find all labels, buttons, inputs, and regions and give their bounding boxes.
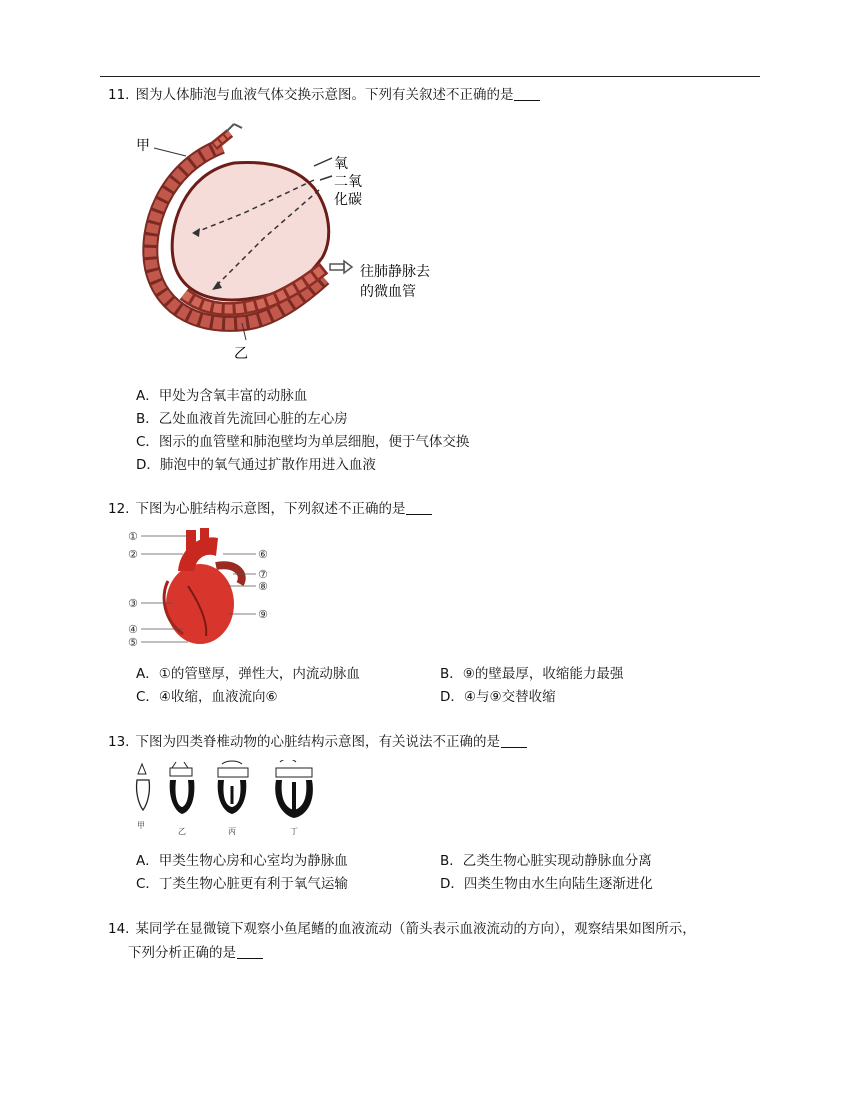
label-jia: 甲 — [137, 821, 145, 830]
label-co2-line1: 二氧 — [334, 174, 362, 190]
label-6: ⑥ — [258, 548, 268, 561]
label-5: ⑤ — [128, 636, 138, 649]
q12-option-b[interactable]: B．⑨的壁最厚，收缩能力最强 — [440, 666, 624, 682]
label-vein-line2: 的微血管 — [360, 284, 416, 300]
label-oxygen: 氧 — [334, 156, 348, 172]
label-yi: 乙 — [178, 827, 186, 836]
q12-option-d[interactable]: D．④与⑨交替收缩 — [440, 689, 556, 705]
label-co2-line2: 化碳 — [334, 192, 362, 208]
q11-option-b[interactable]: B．乙处血液首先流回心脏的左心房 — [136, 411, 348, 427]
label-3: ③ — [128, 597, 138, 610]
vertebrate-hearts-figure — [132, 760, 342, 840]
alveolus-gas-exchange-figure — [134, 118, 454, 368]
label-ding: 丁 — [290, 827, 298, 836]
label-1: ① — [128, 530, 138, 543]
label-yi: 乙 — [234, 346, 248, 362]
label-vein-line1: 往肺静脉去 — [360, 264, 430, 280]
header-rule — [100, 76, 760, 77]
q13-option-b[interactable]: B．乙类生物心脏实现动静脉血分离 — [440, 853, 652, 869]
label-9: ⑨ — [258, 608, 268, 621]
q11-option-d[interactable]: D．肺泡中的氧气通过扩散作用进入血液 — [136, 457, 376, 473]
label-4: ④ — [128, 623, 138, 636]
question-12-stem: 12. 下图为心脏结构示意图，下列叙述不正确的是 — [108, 498, 768, 520]
question-14-stem-line2: 下列分析正确的是 — [128, 942, 788, 964]
answer-blank[interactable] — [501, 733, 527, 748]
label-bing: 丙 — [228, 827, 236, 836]
answer-blank[interactable] — [514, 86, 540, 101]
label-8: ⑧ — [258, 580, 268, 593]
answer-blank[interactable] — [406, 500, 432, 515]
question-13-stem: 13. 下图为四类脊椎动物的心脏结构示意图，有关说法不正确的是 — [108, 731, 768, 753]
q12-option-a[interactable]: A．①的管壁厚，弹性大，内流动脉血 — [136, 666, 360, 682]
answer-blank[interactable] — [237, 944, 263, 959]
q12-option-c[interactable]: C．④收缩，血液流向⑥ — [136, 689, 278, 705]
label-7: ⑦ — [258, 568, 268, 581]
heart-structure-figure — [128, 526, 278, 651]
q13-option-c[interactable]: C．丁类生物心脏更有利于氧气运输 — [136, 876, 348, 892]
label-2: ② — [128, 548, 138, 561]
q11-option-c[interactable]: C．图示的血管壁和肺泡壁均为单层细胞，便于气体交换 — [136, 434, 470, 450]
q13-option-a[interactable]: A．甲类生物心房和心室均为静脉血 — [136, 853, 348, 869]
q13-option-d[interactable]: D．四类生物由水生向陆生逐渐进化 — [440, 876, 653, 892]
label-jia: 甲 — [136, 138, 150, 154]
q11-option-a[interactable]: A．甲处为含氧丰富的动脉血 — [136, 388, 308, 404]
question-14-stem: 14. 某同学在显微镜下观察小鱼尾鳍的血液流动（箭头表示血液流动的方向），观察结果如图所示， — [108, 921, 696, 937]
question-11-stem: 11. 图为人体肺泡与血液气体交换示意图。下列有关叙述不正确的是 — [108, 84, 768, 106]
